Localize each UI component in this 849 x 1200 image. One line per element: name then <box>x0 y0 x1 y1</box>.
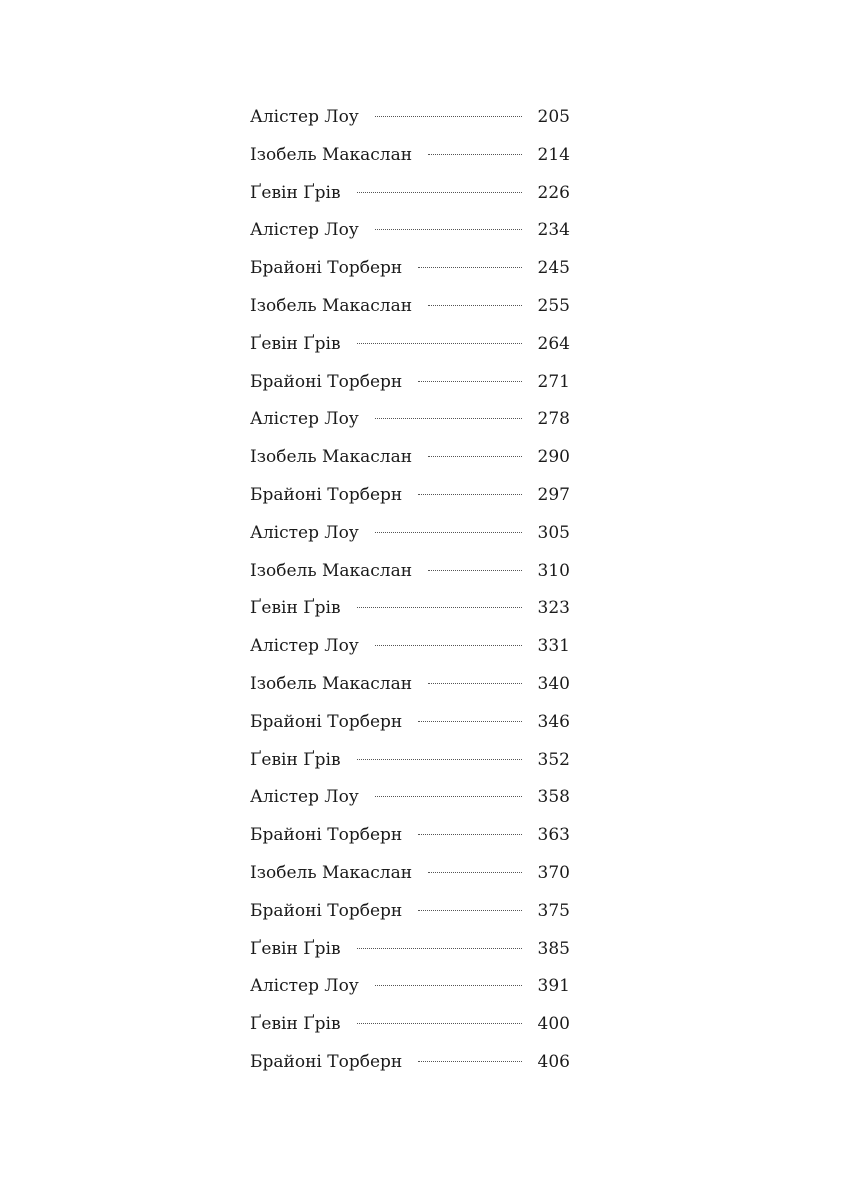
dot-leader <box>375 796 522 797</box>
dot-leader <box>428 456 522 457</box>
toc-entry-name: Алістер Лоу <box>250 220 359 241</box>
toc-entry <box>250 779 570 817</box>
toc-entry-page: 271 <box>537 371 570 392</box>
toc-entry-name: Ґевін Ґрів <box>250 938 341 959</box>
toc-entry <box>250 515 570 553</box>
dot-leader <box>357 343 522 344</box>
dot-leader <box>418 1061 522 1062</box>
dot-leader <box>418 910 522 911</box>
toc-entry-name: Ґевін Ґрів <box>250 1014 341 1035</box>
toc-entry-name: Алістер Лоу <box>250 636 359 657</box>
toc-entry-page: 391 <box>537 976 570 997</box>
toc-entry-name: Брайоні Торберн <box>250 711 403 732</box>
dot-leader <box>375 418 522 419</box>
dot-leader <box>375 532 522 533</box>
toc-entry-page: 406 <box>537 1051 570 1072</box>
toc-entry-page: 352 <box>537 749 570 770</box>
toc-entry <box>250 742 570 780</box>
toc-entry <box>250 175 570 213</box>
dot-leader <box>375 645 522 646</box>
toc-entry-name: Брайоні Торберн <box>250 900 403 921</box>
toc-entry-name: Ізобель Макаслан <box>250 144 413 165</box>
toc-entry-name: Брайоні Торберн <box>250 484 403 505</box>
toc-entry-page: 370 <box>537 862 570 883</box>
toc-entry <box>250 666 570 704</box>
toc-entry <box>250 477 570 515</box>
toc-entry-page: 264 <box>537 333 570 354</box>
dot-leader <box>428 683 522 684</box>
toc-entry-page: 305 <box>537 522 570 543</box>
toc-entry-name: Брайоні Торберн <box>250 258 403 279</box>
toc-entry-page: 358 <box>537 787 570 808</box>
toc-entry-page: 255 <box>537 295 570 316</box>
toc-entry-name: Ґевін Ґрів <box>250 182 341 203</box>
toc-entry-name: Ізобель Макаслан <box>250 295 413 316</box>
toc-entry <box>250 553 570 591</box>
toc-entry-name: Ґевін Ґрів <box>250 598 341 619</box>
dot-leader <box>357 1023 522 1024</box>
toc-entry <box>250 401 570 439</box>
toc-entry-page: 226 <box>537 182 570 203</box>
toc-entry-page: 278 <box>537 409 570 430</box>
toc-entry-page: 310 <box>537 560 570 581</box>
toc-entry-page: 245 <box>537 258 570 279</box>
toc-entry-name: Ізобель Макаслан <box>250 447 413 468</box>
dot-leader <box>357 192 522 193</box>
toc-entry-name: Брайоні Торберн <box>250 1051 403 1072</box>
toc-entry <box>250 250 570 288</box>
toc-entry-name: Алістер Лоу <box>250 409 359 430</box>
toc-entry-page: 234 <box>537 220 570 241</box>
toc-entry-page: 297 <box>537 484 570 505</box>
toc-entry <box>250 855 570 893</box>
toc-entry-name: Ґевін Ґрів <box>250 333 341 354</box>
toc-entry-name: Алістер Лоу <box>250 976 359 997</box>
toc-entry <box>250 99 570 137</box>
toc-entry-page: 375 <box>537 900 570 921</box>
toc-entry-page: 340 <box>537 673 570 694</box>
toc-entry <box>250 817 570 855</box>
toc-entry-name: Брайоні Торберн <box>250 825 403 846</box>
dot-leader <box>418 494 522 495</box>
toc-entry-name: Алістер Лоу <box>250 787 359 808</box>
dot-leader <box>357 759 522 760</box>
table-of-contents <box>250 99 570 1082</box>
toc-entry-page: 205 <box>537 107 570 127</box>
toc-entry <box>250 931 570 969</box>
dot-leader <box>375 985 522 986</box>
toc-entry <box>250 364 570 402</box>
toc-entry-name: Алістер Лоу <box>250 107 359 127</box>
toc-entry <box>250 628 570 666</box>
dot-leader <box>418 267 522 268</box>
toc-entry <box>250 893 570 931</box>
dot-leader <box>418 381 522 382</box>
toc-entry-page: 214 <box>537 144 570 165</box>
toc-entry-page: 346 <box>537 711 570 732</box>
toc-entry-name: Ізобель Макаслан <box>250 673 413 694</box>
toc-entry <box>250 1044 570 1082</box>
toc-entry-name: Ізобель Макаслан <box>250 862 413 883</box>
dot-leader <box>375 229 522 230</box>
dot-leader <box>428 570 522 571</box>
dot-leader <box>428 872 522 873</box>
toc-entry <box>250 590 570 628</box>
toc-entry-name: Ґевін Ґрів <box>250 749 341 770</box>
toc-entry-name: Алістер Лоу <box>250 522 359 543</box>
toc-entry <box>250 137 570 175</box>
toc-entry <box>250 439 570 477</box>
toc-entry-name: Брайоні Торберн <box>250 371 403 392</box>
toc-entry-page: 363 <box>537 825 570 846</box>
toc-entry <box>250 212 570 250</box>
toc-entry <box>250 288 570 326</box>
toc-entry <box>250 968 570 1006</box>
toc-entry-page: 400 <box>537 1014 570 1035</box>
dot-leader <box>357 607 522 608</box>
dot-leader <box>428 305 522 306</box>
toc-entry-page: 331 <box>537 636 570 657</box>
toc-entry-page: 385 <box>537 938 570 959</box>
dot-leader <box>418 721 522 722</box>
dot-leader <box>357 948 522 949</box>
dot-leader <box>428 154 522 155</box>
dot-leader <box>375 116 522 117</box>
toc-entry-page: 323 <box>537 598 570 619</box>
toc-entry <box>250 1006 570 1044</box>
toc-entry <box>250 704 570 742</box>
dot-leader <box>418 834 522 835</box>
toc-entry-name: Ізобель Макаслан <box>250 560 413 581</box>
toc-entry <box>250 326 570 364</box>
toc-entry-page: 290 <box>537 447 570 468</box>
